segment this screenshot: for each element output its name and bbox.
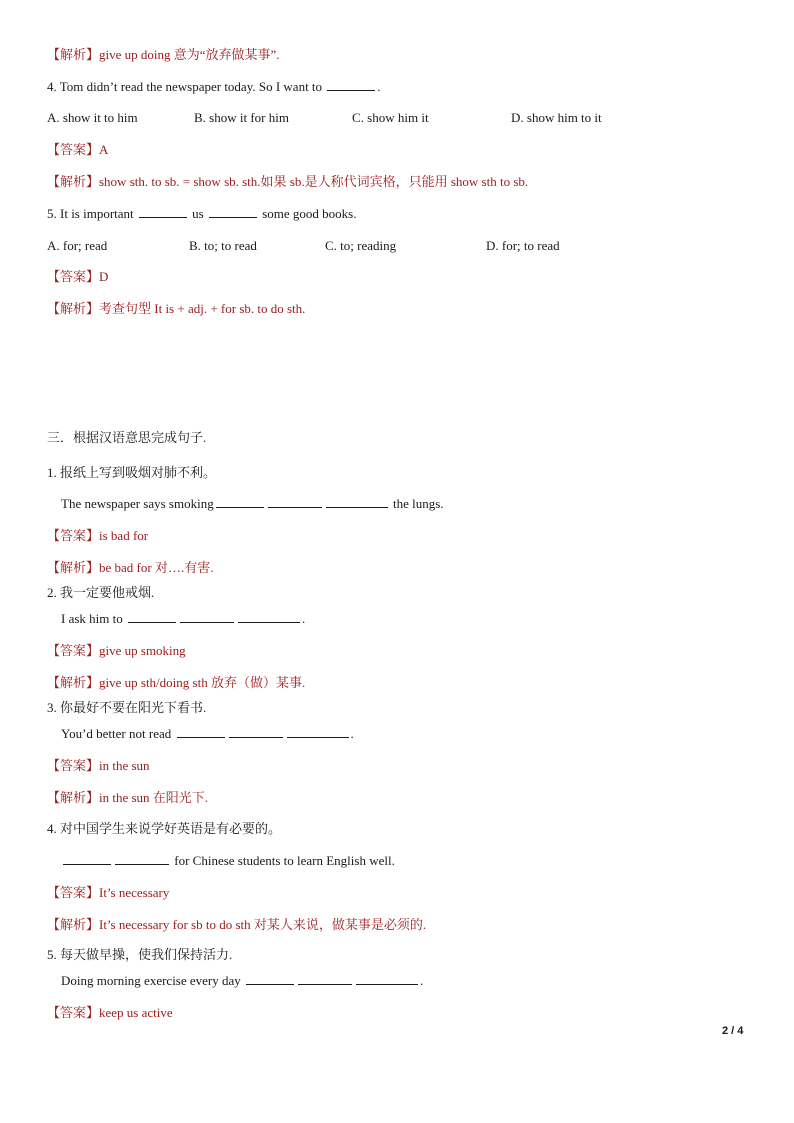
question-5-answer: 【答案】D: [47, 269, 109, 284]
item-3-english: [61, 725, 354, 742]
item-3-english-prefix: You’d better not read: [61, 726, 172, 741]
option-c: C. to; reading: [325, 238, 397, 253]
question-5-stem-b: us: [192, 206, 204, 221]
answer-blank: [326, 496, 388, 508]
option-b: B. show it for him: [194, 110, 289, 125]
item-4-english-suffix: for Chinese students to learn English well.: [174, 853, 395, 868]
question-5-analysis: 【解析】考查句型 It is + adj. + for sb. to do sth.: [47, 301, 306, 316]
analysis-previous: 【解析】give up doing 意为“放弃做某事”.: [47, 47, 280, 62]
item-2-analysis: 【解析】give up sth/doing sth 放弃（做）某事.: [47, 675, 306, 690]
item-3-english-suffix: .: [350, 726, 354, 741]
option-d: D. for; to read: [486, 238, 560, 253]
answer-blank: [246, 973, 294, 985]
item-5-english: [61, 972, 423, 989]
item-4-answer: 【答案】It’s necessary: [47, 885, 170, 900]
item-1-english: [61, 495, 444, 512]
question-4-stem: [47, 78, 381, 95]
item-3-analysis: 【解析】in the sun 在阳光下.: [47, 790, 209, 805]
section-three-heading: 三．根据汉语意思完成句子.: [47, 430, 207, 445]
answer-blank: [209, 206, 257, 218]
option-a: A. show it to him: [47, 110, 138, 125]
item-1-english-prefix: The newspaper says smoking: [61, 496, 214, 511]
item-5-english-prefix: Doing morning exercise every day: [61, 973, 241, 988]
item-5-chinese: 5. 每天做早操，使我们保持活力.: [47, 947, 233, 962]
item-2-english: [61, 610, 305, 627]
answer-blank: [356, 973, 418, 985]
answer-blank: [216, 496, 264, 508]
item-3-chinese: 3. 你最好不要在阳光下看书.: [47, 700, 207, 715]
answer-blank: [229, 726, 283, 738]
question-4-answer: 【答案】A: [47, 142, 109, 157]
option-d: D. show him to it: [511, 110, 602, 125]
item-2-english-prefix: I ask him to: [61, 611, 123, 626]
question-4-stem-text: 4. Tom didn’t read the newspaper today. So I want to: [47, 79, 323, 94]
option-b: B. to; to read: [189, 238, 257, 253]
answer-blank: [128, 611, 176, 623]
item-4-chinese: 4. 对中国学生来说学好英语是有必要的。: [47, 821, 282, 836]
item-3-answer: 【答案】in the sun: [47, 758, 150, 773]
answer-blank: [177, 726, 225, 738]
answer-blank: [63, 853, 111, 865]
answer-blank: [287, 726, 349, 738]
answer-blank: [139, 206, 187, 218]
item-4-analysis: 【解析】It’s necessary for sb to do sth 对某人来说，做某事是必须的.: [47, 917, 427, 932]
item-4-english: [61, 852, 395, 869]
item-1-chinese: 1. 报纸上写到吸烟对肺不利。: [47, 465, 217, 480]
question-4-analysis: 【解析】show sth. to sb. = show sb. sth.如果 sb.是人称代词宾格，只能用 show sth to sb.: [47, 174, 529, 189]
option-a: A. for; read: [47, 238, 108, 253]
item-2-english-suffix: .: [302, 611, 306, 626]
answer-blank: [268, 496, 322, 508]
option-c: C. show him it: [352, 110, 429, 125]
answer-blank: [115, 853, 169, 865]
question-4-stem-end: .: [377, 79, 381, 94]
page-number: 2 / 4: [722, 1025, 744, 1037]
item-5-answer: 【答案】keep us active: [47, 1005, 173, 1020]
item-5-english-suffix: .: [420, 973, 424, 988]
item-1-english-suffix: the lungs.: [392, 496, 444, 511]
item-2-chinese: 2. 我一定要他戒烟.: [47, 585, 155, 600]
question-5-stem: [47, 205, 356, 222]
question-5-stem-a: 5. It is important: [47, 206, 134, 221]
item-1-answer: 【答案】is bad for: [47, 528, 149, 543]
answer-blank: [327, 79, 375, 91]
item-2-answer: 【答案】give up smoking: [47, 643, 186, 658]
item-1-analysis: 【解析】be bad for 对….有害.: [47, 560, 214, 575]
question-5-stem-c: some good books.: [262, 206, 357, 221]
answer-blank: [298, 973, 352, 985]
answer-blank: [180, 611, 234, 623]
answer-blank: [238, 611, 300, 623]
